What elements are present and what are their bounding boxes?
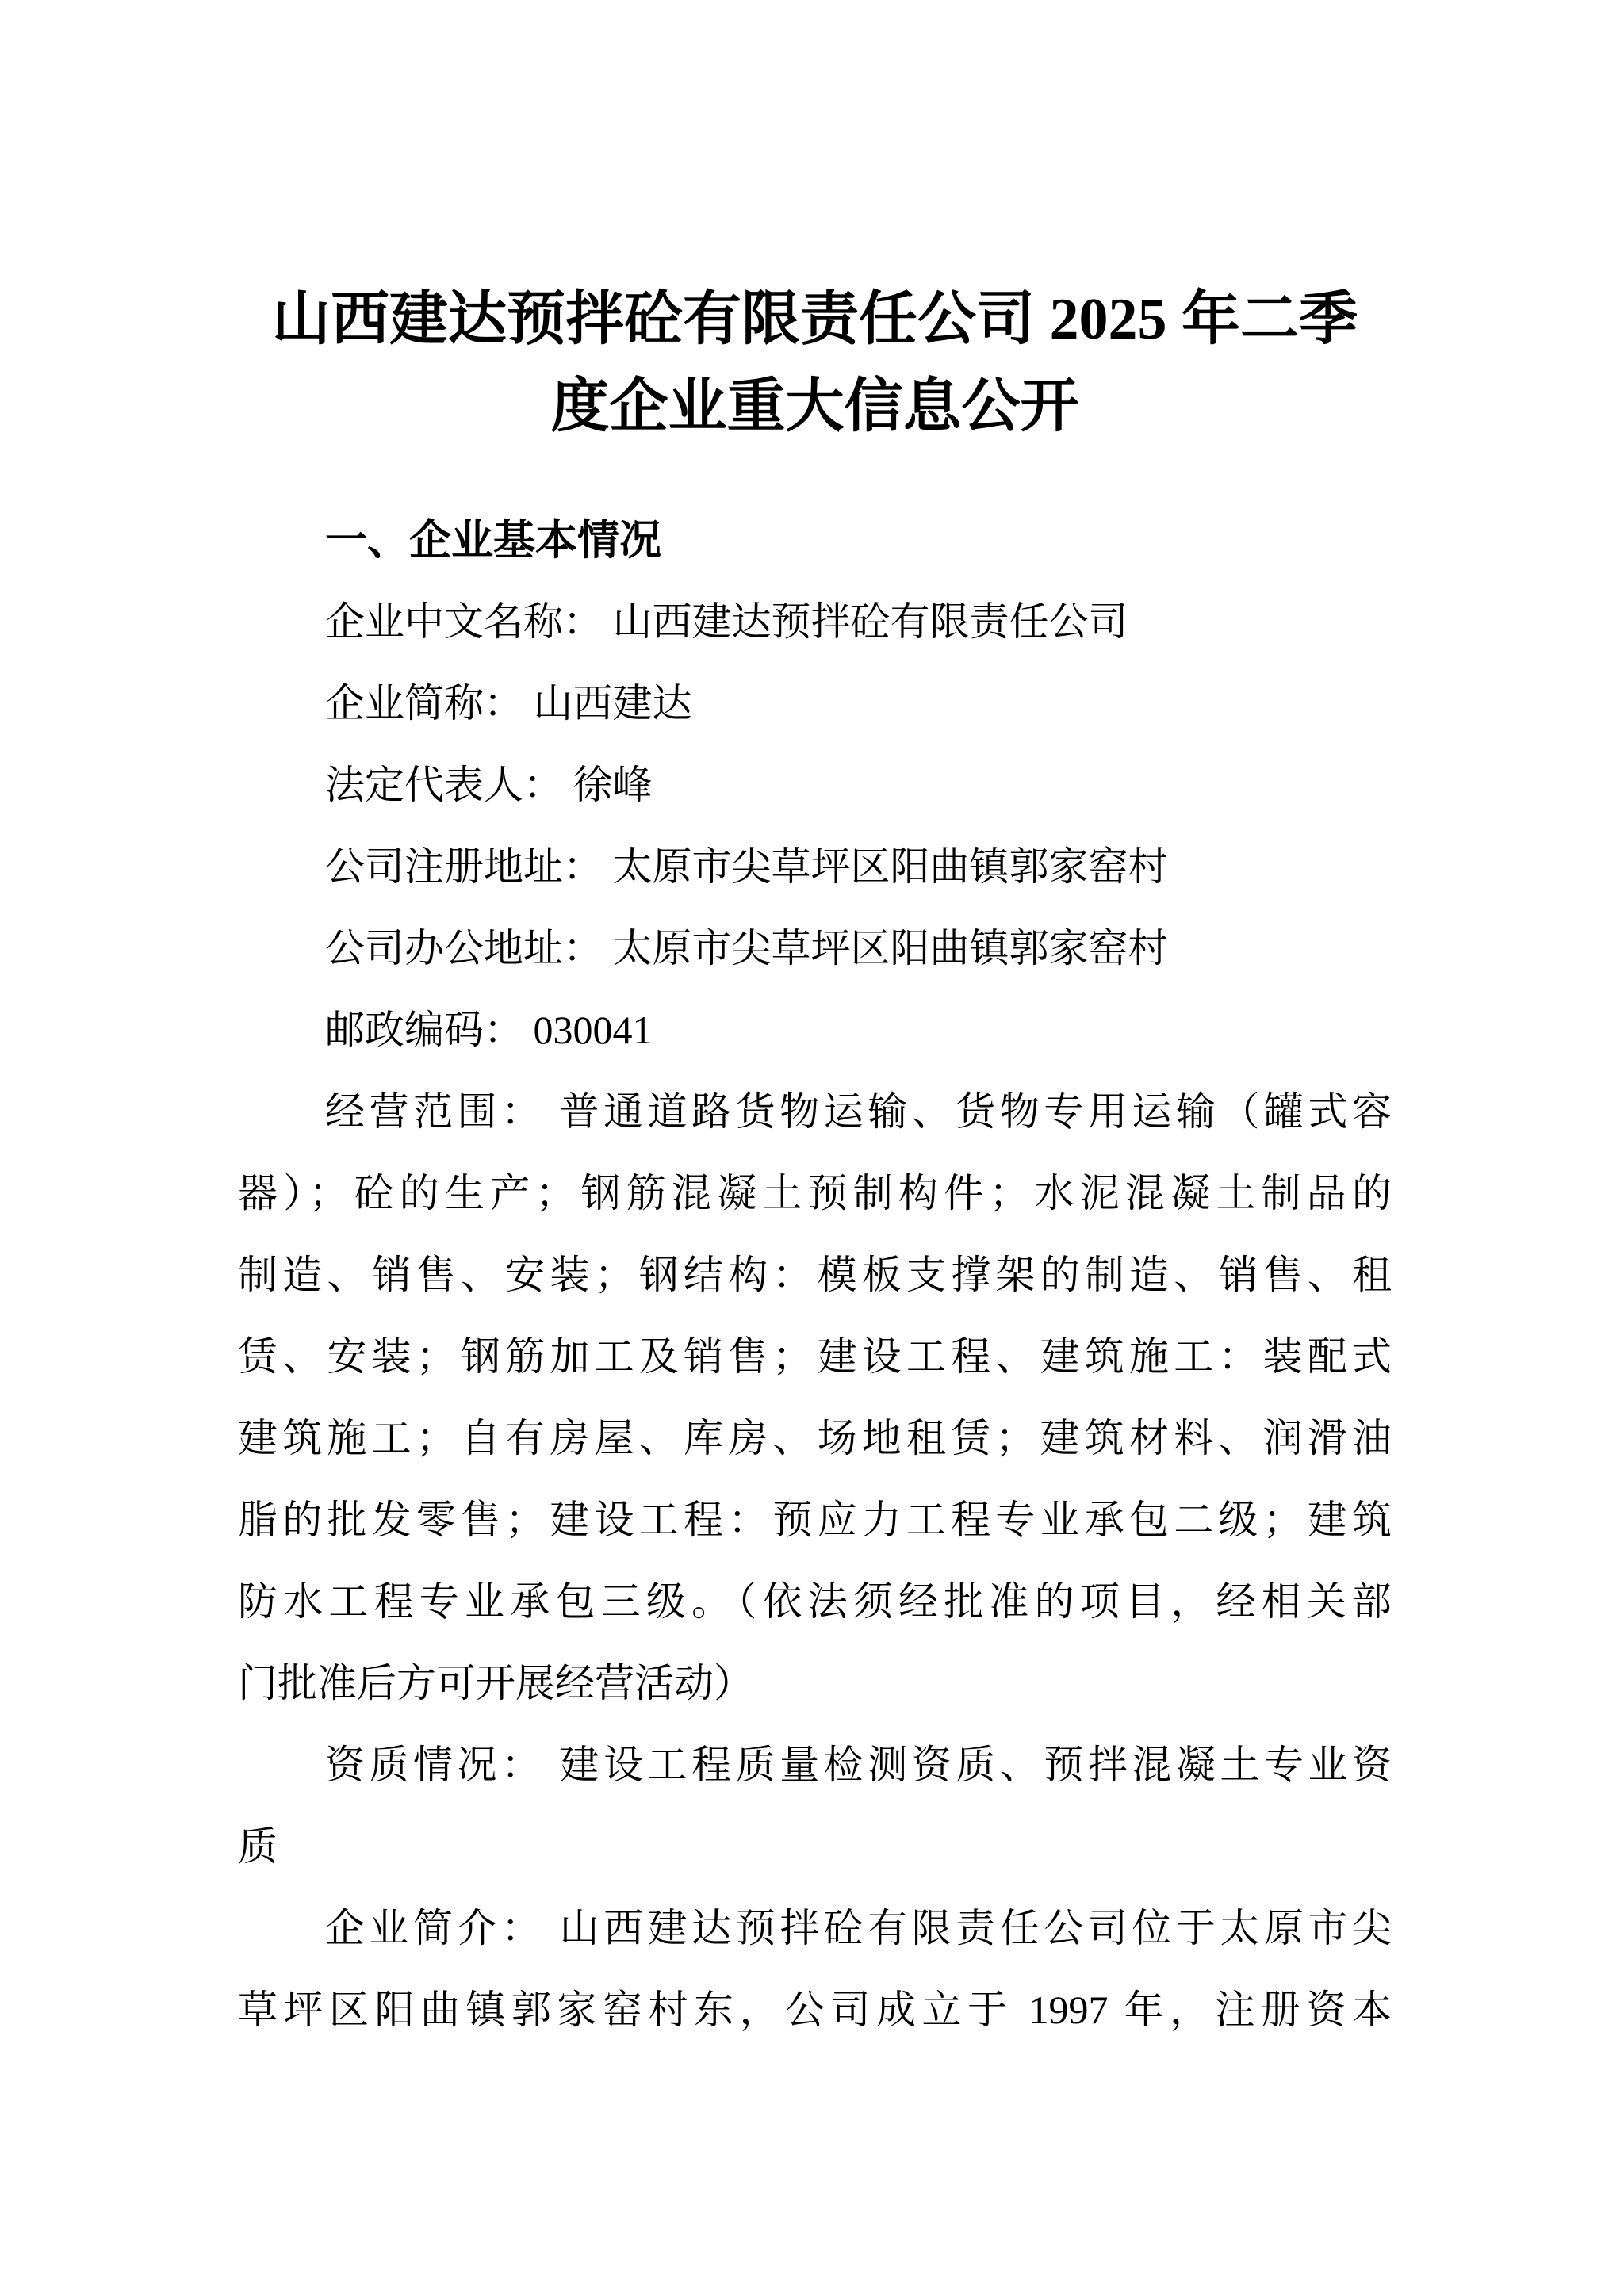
- business-scope-line-7: 防水工程专业承包三级。（依法须经批准的项目，经相关部: [238, 1579, 1392, 1624]
- qualifications-line-2: 质: [238, 1824, 278, 1869]
- field-office-address: 公司办公地址： 太原市尖草坪区阳曲镇郭家窑村: [325, 926, 1168, 970]
- qualifications-line-1: 资质情况： 建设工程质量检测资质、预拌混凝土专业资: [325, 1743, 1392, 1787]
- field-postal-code: 邮政编码： 030041: [325, 1008, 653, 1052]
- company-profile-line-1: 企业简介： 山西建达预拌砼有限责任公司位于太原市尖: [325, 1906, 1392, 1950]
- business-scope-line-2: 器）；砼的生产；钢筋混凝土预制构件；水泥混凝土制品的: [238, 1171, 1392, 1215]
- document-content: [238, 276, 1392, 2051]
- business-scope-line-4: 赁、安装；钢筋加工及销售；建设工程、建筑施工：装配式: [238, 1334, 1392, 1379]
- company-profile-line-2: 草坪区阳曲镇郭家窑村东，公司成立于 1997 年，注册资本: [238, 1988, 1392, 2032]
- business-scope-line-8: 门批准后方可开展经营活动）: [238, 1661, 753, 1705]
- document-title: [238, 276, 1392, 450]
- business-scope-line-6: 脂的批发零售；建设工程：预应力工程专业承包二级；建筑: [238, 1498, 1392, 1542]
- section-heading-basic-info: 一、企业基本情况: [325, 517, 661, 564]
- field-company-short-name: 企业简称： 山西建达: [325, 681, 692, 725]
- business-scope-line-3: 制造、销售、安装；钢结构：模板支撑架的制造、销售、租: [238, 1253, 1392, 1297]
- business-scope-line-1: 经营范围： 普通道路货物运输、货物专用运输（罐式容: [325, 1089, 1392, 1134]
- field-registered-address: 公司注册地址： 太原市尖草坪区阳曲镇郭家窑村: [325, 844, 1168, 889]
- document-title-line-1: 山西建达预拌砼有限责任公司 2025 年二季: [272, 287, 1358, 352]
- field-company-name: 企业中文名称： 山西建达预拌砼有限责任公司: [325, 599, 1128, 644]
- field-legal-representative: 法定代表人： 徐峰: [325, 763, 653, 807]
- document-title-line-2: 度企业重大信息公开: [550, 374, 1079, 439]
- business-scope-line-5: 建筑施工；自有房屋、库房、场地租赁；建筑材料、润滑油: [238, 1416, 1392, 1460]
